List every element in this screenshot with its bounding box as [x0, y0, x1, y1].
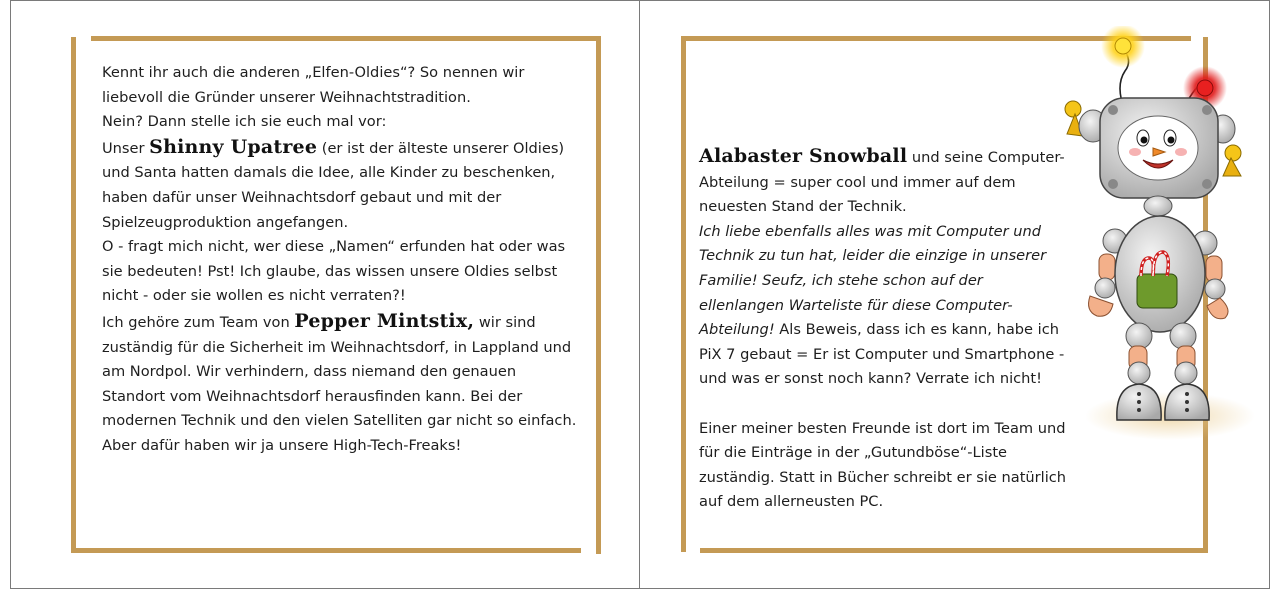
- paragraph-pepper: Ich gehöre zum Team von Pepper Mintstix, wir sind zuständig für die Sicherheit im Weihnachtsdorf, in Lappland und am Nordpol. Wir verhindern, dass niemand den genauen Standort vom Weihnachtsdorf herausfinden kann. Bei der modernen Technik und den vielen Satelliten gar nicht so einfach.: [102, 309, 577, 430]
- left-page: [10, 0, 640, 589]
- right-page-text: [699, 144, 1071, 515]
- frame-bottom-bar: [71, 548, 581, 553]
- paragraph-shinny: Unser Shinny Upatree (er ist der älteste unserer Oldies) und Santa hatten damals die Idee, alle Kinder zu beschenken, haben dafür unser Weihnachtsdorf gebaut und mit der Spielzeugproduktion angefangen.: [102, 135, 565, 231]
- paragraph-names: O - fragt mich nicht, wer diese „Namen“ erfunden hat oder was sie bedeuten! Pst! Ich glaube, das wissen unsere Oldies selbst nicht - oder sie wollen es nicht verraten?!: [102, 238, 566, 305]
- frame-left-bar: [681, 39, 686, 552]
- paragraph-computer: Ich liebe ebenfalls alles was mit Computer und Technik zu tun hat, leider die einzige in unserer Familie! Seufz, ich stehe schon auf der ellenlangen Warteliste für diese Computer-Abteilung! Als Beweis, dass ich es kann, habe ich PiX 7 gebaut = Er ist Computer und Smartphone - und was er sonst noch kann? Verrate ich nicht!: [699, 222, 1065, 388]
- robot-illustration-icon: [1055, 26, 1255, 446]
- name-pepper-mintstix: Pepper Mintstix,: [294, 309, 475, 332]
- right-page: [639, 0, 1270, 589]
- paragraph-intro: Kennt ihr auch die anderen „Elfen-Oldies“? So nennen wir liebevoll die Gründer unserer Weihnachtstradition.: [102, 64, 525, 106]
- frame-left-bar: [71, 37, 76, 553]
- paragraph-freaks: Aber dafür haben wir ja unsere High-Tech-Freaks!: [102, 436, 462, 454]
- left-page-text: [102, 61, 580, 459]
- paragraph-alabaster: Alabaster Snowball und seine Computer-Abteilung = super cool und immer auf dem neuesten Stand der Technik.: [699, 145, 1065, 216]
- paragraph-question: Nein? Dann stelle ich sie euch mal vor:: [102, 113, 387, 131]
- frame-bottom-bar: [700, 548, 1208, 553]
- frame-right-bar: [596, 41, 601, 554]
- frame-top-bar: [91, 36, 601, 41]
- paragraph-gap: [699, 392, 1071, 417]
- name-shinny-upatree: Shinny Upatree: [149, 135, 318, 158]
- paragraph-friend: Einer meiner besten Freunde ist dort im Team und für die Einträge in der „Gutundböse“-Liste zuständig. Statt in Bücher schreibt er sie natürlich auf dem allerneusten PC.: [699, 419, 1067, 511]
- name-alabaster-snowball: Alabaster Snowball: [699, 145, 908, 167]
